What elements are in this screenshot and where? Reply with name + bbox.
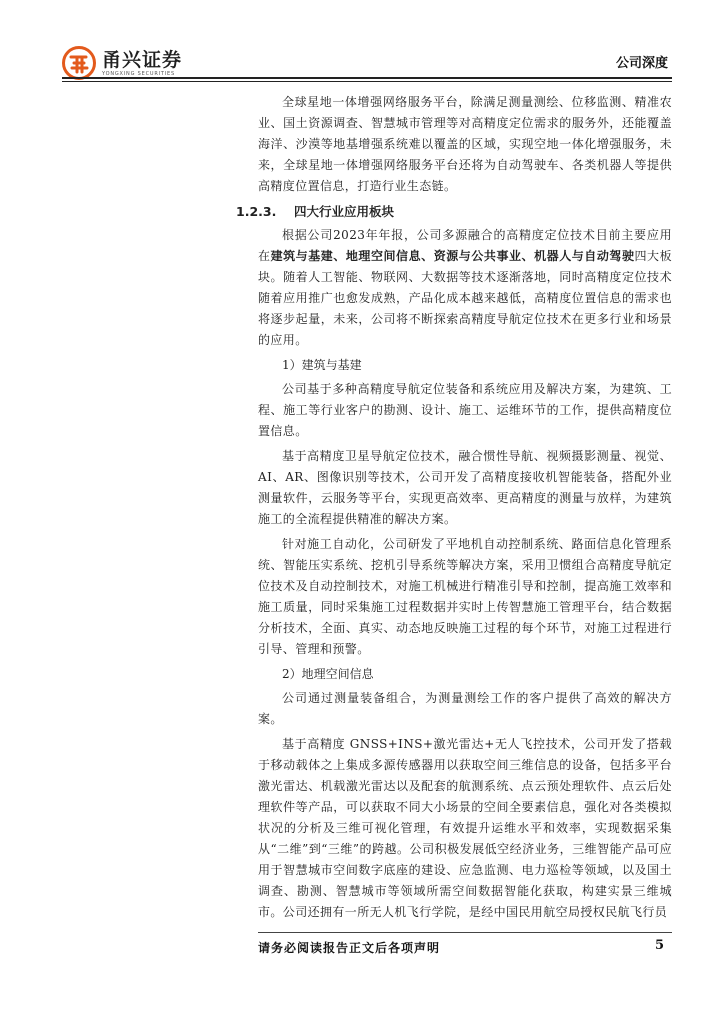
paragraph-geospatial-overview: 公司通过测量装备组合，为测量测绘工作的客户提供了高效的解决方案。 [258, 691, 672, 726]
section-number: 1.2.3. [236, 204, 277, 219]
section-heading [236, 201, 672, 222]
paragraph-geospatial-products: 基于高精度 GNSS+INS+激光雷达+无人飞控技术，公司开发了搭载于移动载体之上集成多源传感器用以获取空间三维信息的设备，包括多平台激光雷达、机载激光雷达以及配套的航测系统、点云预处理软件、点云后处理软件等产品，可以获取不同大小场景的空间全要素信息，强化对各类模拟状况的分析及三维可视化管理，有效提升运维水平和效率，实现数据采集从“二维”到“三维”的跨越。公司积极发展低空经济业务，三维智能产品可应用于智慧城市空间数字底座的建设、应急监测、电力巡检等领域，以及国土调查、勘测、智慧城市等领域所需空间数据智能化获取，构建实景三维城市。公司还拥有一所无人机飞行学院，是经中国民用航空局授权民航飞行员 [258, 737, 672, 919]
paragraph-four-sectors-highlight: 建筑与基建、地理空间信息、资源与公共事业、机器人与自动驾驶 [270, 249, 635, 263]
paragraph-construction-automation: 针对施工自动化，公司研发了平地机自动控制系统、路面信息化管理系统、智能压实系统、挖机引导系统等解决方案，采用卫惯组合高精度导航定位技术及自动控制技术，对施工机械进行精准引导和控制，提高施工效率和施工质量，同时采集施工过程数据并实时上传智慧施工管理平台，结合数据分析技术，全面、真实、动态地反映施工过程的每个环节，对施工过程进行引导、管理和预警。 [258, 537, 672, 656]
logo-english-name: YONGXING SECURITIES [102, 70, 175, 77]
yongxing-logo-icon [62, 46, 96, 80]
subheading-construction: 1）建筑与基建 [282, 358, 362, 372]
header-divider [62, 77, 672, 79]
report-type-label: 公司深度 [615, 56, 668, 71]
paragraph-construction-overview: 公司基于多种高精度导航定位装备和系统应用及解决方案，为建筑、工程、施工等行业客户的勘测、设计、施工、运维环节的工作，提供高精度位置信息。 [258, 382, 672, 438]
main-content [236, 92, 672, 927]
paragraph-platform: 全球星地一体增强网络服务平台，除满足测量测绘、位移监测、精准农业、国土资源调查、智慧城市管理等对高精度定位需求的服务外，还能覆盖海洋、沙漠等地基增强系统难以覆盖的区域，实现空地一体化增强服务，未来，全球星地一体增强网络服务平台还将为自动驾驶车、各类机器人等提供高精度位置信息，打造行业生态链。 [258, 95, 672, 193]
header-divider-thin [62, 81, 672, 82]
section-title: 四大行业应用板块 [294, 204, 395, 219]
page-number: 5 [654, 938, 664, 953]
company-logo [62, 46, 182, 80]
paragraph-four-sectors-intro: 根据公司2023年年报，公司多源融合的高精度定位技术目前主要应用在 [258, 228, 672, 263]
paragraph-construction-tech: 基于高精度卫星导航定位技术，融合惯性导航、视频摄影测量、视觉、AI、AR、图像识别等技术，公司开发了高精度接收机智能装备，搭配外业测量软件，云服务等平台，实现更高效率、更高精度的测量与放样，为建筑施工的全流程提供精准的解决方案。 [258, 449, 672, 526]
logo-chinese-name: 甬兴证券 [102, 48, 183, 71]
footer-disclaimer: 请务必阅读报告正文后各项声明 [258, 941, 441, 955]
paragraph-four-sectors-rest: 四大板块。随着人工智能、物联网、大数据等技术逐渐落地，同时高精度定位技术随着应用推广也愈发成熟，产品化成本越来越低，高精度位置信息的需求也将逐步起量，未来，公司将不断探索高精度导航定位技术在更多行业和场景的应用。 [258, 249, 672, 347]
page-header [62, 46, 672, 86]
subheading-geospatial: 2）地理空间信息 [282, 667, 374, 681]
page-footer [258, 932, 672, 955]
paragraph-four-sectors [258, 225, 672, 351]
